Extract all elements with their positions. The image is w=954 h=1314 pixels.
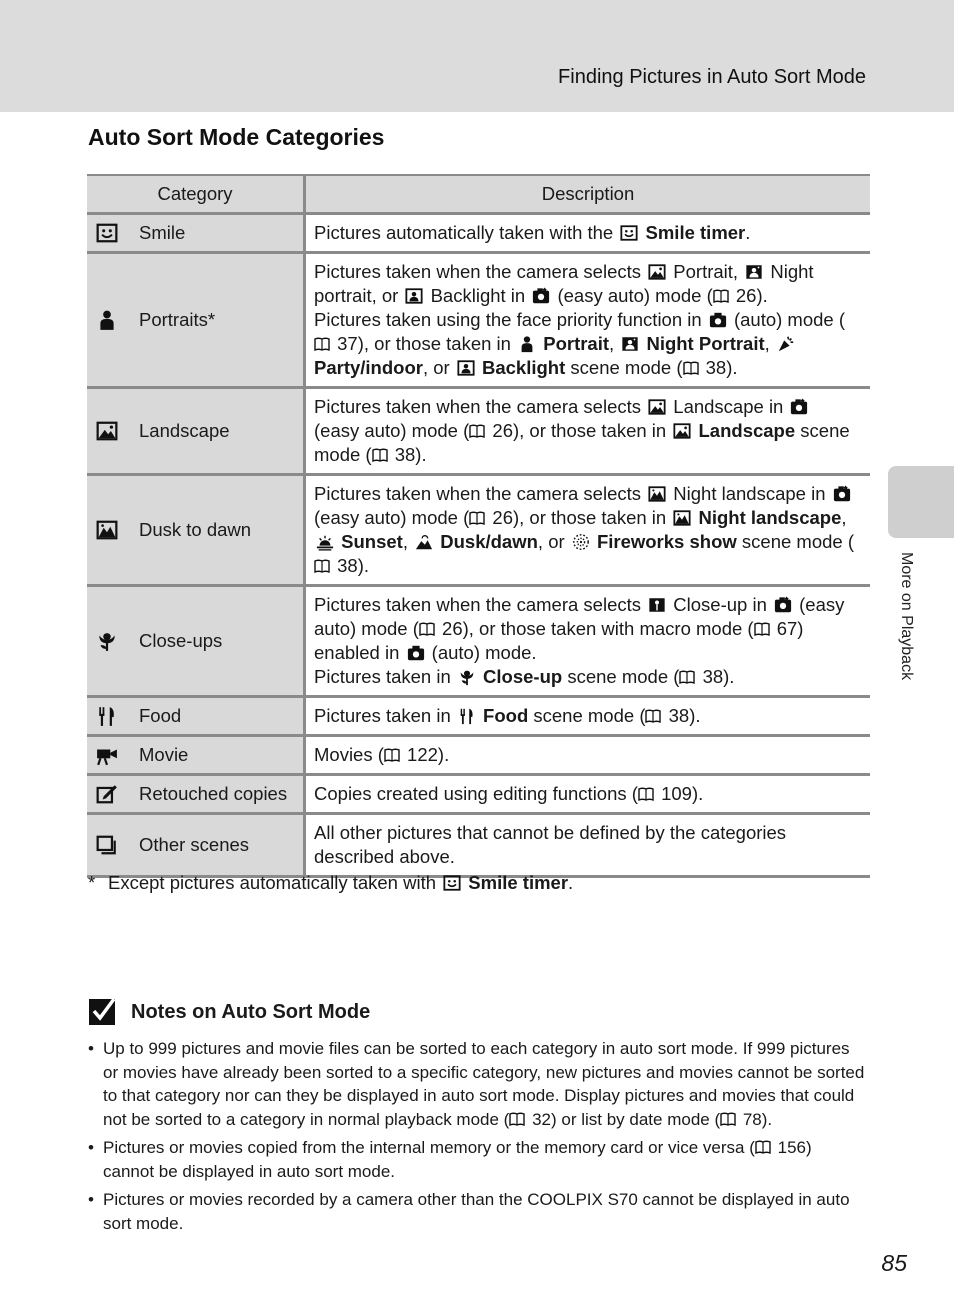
sunset-icon xyxy=(316,533,334,551)
food-icon xyxy=(458,707,476,725)
night-landscape-icon xyxy=(648,485,666,503)
description-cell: Pictures taken when the camera selects Night landscape in (easy auto) mode ( 26), or those taken in Night landscape, Sunset, Dusk/dawn, or Fireworks show scene mode ( 38). xyxy=(305,475,871,586)
other-scenes-icon xyxy=(96,834,118,856)
easy-auto-camera-icon xyxy=(790,398,808,416)
category-cell xyxy=(87,775,305,814)
landscape-scene-icon xyxy=(648,398,666,416)
portrait-scene-icon xyxy=(518,335,536,353)
description-cell: Pictures taken when the camera selects Close-up in (easy auto) mode ( 26), or those taken with macro mode ( 67) enabled in (auto) mode. Pictures taken in Close-up scene mode ( 38). xyxy=(305,586,871,697)
category-label: Food xyxy=(139,705,182,726)
table-row xyxy=(87,736,870,775)
easy-auto-camera-icon xyxy=(774,596,792,614)
side-tab-label: More on Playback xyxy=(898,552,915,681)
list-item: • Up to 999 pictures and movie files can be sorted to each category in auto sort mode. If 999 pictures or movies have already been sorted to a specific category, new pictures and movies cannot be sorted to that category nor can they be displayed in auto sort mode. Display pictures and movies that could not be sorted to a category in normal playback mode ( 32) or list by date mode ( 78). xyxy=(88,1037,866,1131)
header-band xyxy=(0,0,954,112)
easy-auto-camera-icon xyxy=(833,485,851,503)
checkmark-note-icon xyxy=(88,996,118,1026)
category-cell xyxy=(87,253,305,388)
landscape-scene-icon xyxy=(673,422,691,440)
category-label: Other scenes xyxy=(139,834,250,855)
page-number: 85 xyxy=(881,1250,907,1276)
category-cell xyxy=(87,214,305,253)
category-label: Landscape xyxy=(139,420,230,441)
description-cell: Movies ( 122). xyxy=(305,736,871,775)
table-row xyxy=(87,697,870,736)
smile-timer-icon xyxy=(443,874,461,892)
running-header: Finding Pictures in Auto Sort Mode xyxy=(558,66,866,88)
category-cell xyxy=(87,736,305,775)
description-cell: Pictures automatically taken with the Smile timer. xyxy=(305,214,871,253)
list-item: • Pictures or movies copied from the internal memory or the memory card or vice versa ( 156) cannot be displayed in auto sort mode. xyxy=(88,1136,866,1183)
book-icon xyxy=(713,289,729,304)
portrait-icon xyxy=(96,309,118,331)
flower-icon xyxy=(458,668,476,686)
column-header-description: Description xyxy=(305,175,871,214)
night-portrait-icon xyxy=(745,263,763,281)
description-cell: Pictures taken when the camera selects Landscape in (easy auto) mode ( 26), or those taken in Landscape scene mode ( 38). xyxy=(305,388,871,475)
footnote: * Except pictures automatically taken with Smile timer. xyxy=(88,872,574,893)
table-row xyxy=(87,586,870,697)
description-cell: Pictures taken when the camera selects Portrait, Night portrait, or Backlight in (easy auto) mode ( 26). Pictures taken using the face priority function in (auto) mode ( 37), or those taken in Portrait, Night Portrait, Party/indoor, or Backlight scene mode ( 38). xyxy=(305,253,871,388)
table-row xyxy=(87,814,870,877)
book-icon xyxy=(645,709,661,724)
party-indoor-icon xyxy=(777,335,795,353)
category-label: Portraits* xyxy=(139,309,216,330)
book-icon xyxy=(683,361,699,376)
list-item: • Pictures or movies recorded by a camera other than the COOLPIX S70 cannot be displayed in auto sort mode. xyxy=(88,1188,866,1235)
book-icon xyxy=(720,1112,736,1127)
close-up-icon xyxy=(648,596,666,614)
notes-list xyxy=(88,1037,866,1240)
book-icon xyxy=(372,448,388,463)
smile-face-icon xyxy=(96,222,118,244)
description-cell: All other pictures that cannot be defined by the categories described above. xyxy=(305,814,871,877)
category-label: Dusk to dawn xyxy=(139,519,252,540)
book-icon xyxy=(469,424,485,439)
category-cell xyxy=(87,388,305,475)
table-row xyxy=(87,214,870,253)
table-row xyxy=(87,775,870,814)
portrait-scene-icon xyxy=(648,263,666,281)
retouch-icon xyxy=(96,783,118,805)
backlight-icon xyxy=(405,287,423,305)
easy-auto-camera-icon xyxy=(532,287,550,305)
book-icon xyxy=(509,1112,525,1127)
side-tab xyxy=(888,466,954,538)
book-icon xyxy=(755,1140,771,1155)
auto-camera-icon xyxy=(709,311,727,329)
dusk-dawn-icon xyxy=(415,533,433,551)
book-icon xyxy=(314,337,330,352)
smile-timer-icon xyxy=(620,224,638,242)
category-label: Movie xyxy=(139,744,189,765)
category-cell xyxy=(87,697,305,736)
book-icon xyxy=(638,787,654,802)
book-icon xyxy=(384,748,400,763)
book-icon xyxy=(314,559,330,574)
description-cell: Pictures taken in Food scene mode ( 38). xyxy=(305,697,871,736)
category-cell xyxy=(87,475,305,586)
table-row xyxy=(87,388,870,475)
description-cell: Copies created using editing functions ( 109). xyxy=(305,775,871,814)
table-row xyxy=(87,253,870,388)
category-label: Smile xyxy=(139,222,186,243)
table-header-row xyxy=(87,175,870,214)
categories-table xyxy=(87,174,870,878)
category-label: Close-ups xyxy=(139,630,223,651)
backlight-icon xyxy=(457,359,475,377)
landscape-icon xyxy=(96,420,118,442)
flower-icon xyxy=(96,630,118,652)
category-cell xyxy=(87,586,305,697)
notes-title: Notes on Auto Sort Mode xyxy=(131,1001,371,1023)
book-icon xyxy=(419,622,435,637)
book-icon xyxy=(679,670,695,685)
food-icon xyxy=(96,705,118,727)
fireworks-icon xyxy=(572,533,590,551)
category-cell xyxy=(87,814,305,877)
category-label: Retouched copies xyxy=(139,783,288,804)
night-portrait-icon xyxy=(621,335,639,353)
book-icon xyxy=(469,511,485,526)
table-row xyxy=(87,475,870,586)
section-title: Auto Sort Mode Categories xyxy=(88,124,385,150)
night-landscape-icon xyxy=(673,509,691,527)
dusk-to-dawn-icon xyxy=(96,519,118,541)
auto-camera-icon xyxy=(407,644,425,662)
book-icon xyxy=(754,622,770,637)
column-header-category: Category xyxy=(87,175,305,214)
movie-icon xyxy=(96,744,118,766)
